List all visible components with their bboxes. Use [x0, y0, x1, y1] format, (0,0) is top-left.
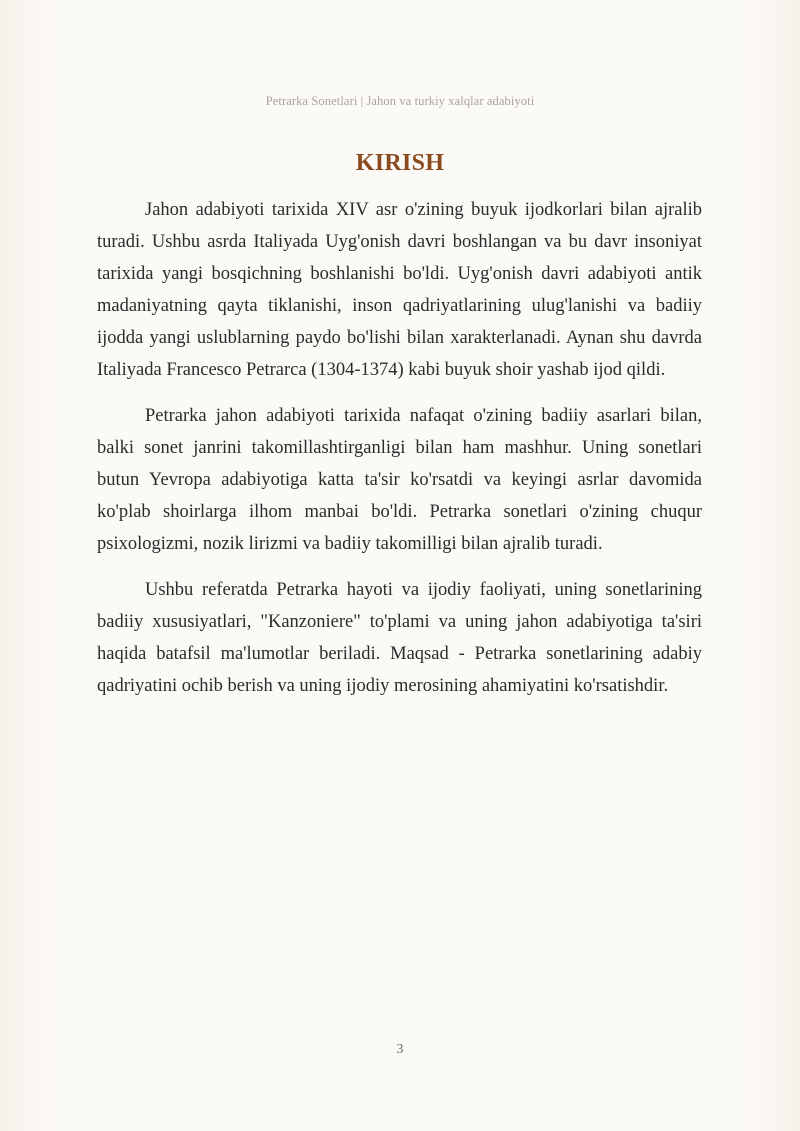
body-text — [97, 194, 702, 716]
paragraph-intro: Jahon adabiyoti tarixida XIV asr o'zining buyuk ijodkorlari bilan ajralib turadi. Ushbu asrda Italiyada Uyg'onish davri boshlangan va bu davr insoniyat tarixida yangi bosqichning boshlanishi bo'ldi. Uyg'onish davri adabiyoti antik madaniyatning qayta tiklanishi, inson qadriyatlarining ulug'lanishi va badiiy ijodda yangi uslublarning paydo bo'lishi bilan xarakterlanadi. Aynan shu davrda Italiyada Francesco Petrarca (1304-1374) kabi buyuk shoir yashab ijod qildi. — [97, 200, 702, 380]
paragraph-purpose: Ushbu referatda Petrarka hayoti va ijodiy faoliyati, uning sonetlarining badiiy xususiyatlari, "Kanzoniere" to'plami va uning jahon adabiyotiga ta'siri haqida batafsil ma'lumotlar beriladi. Maqsad - Petrarka sonetlarining adabiy qadriyatini ochib berish va uning ijodiy merosining ahamiyatini ko'rsatishdir. — [97, 580, 702, 696]
page-number: 3 — [396, 1042, 404, 1057]
paragraph-sonnet-significance: Petrarka jahon adabiyoti tarixida nafaqat o'zining badiiy asarlari bilan, balki sonet janrini takomillashtirganligi bilan ham mashhur. Uning sonetlari butun Yevropa adabiyotiga katta ta'sir ko'rsatdi va keyingi asrlar davomida ko'plab shoirlarga ilhom manbai bo'ldi. Petrarka sonetlari o'zining chuqur psixologizmi, nozik lirizmi va badiiy takomilligi bilan ajralib turadi. — [97, 406, 702, 554]
section-title: KIRISH — [355, 150, 445, 176]
running-header: Petrarka Sonetlari | Jahon va turkiy xalqlar adabiyoti — [265, 94, 535, 108]
